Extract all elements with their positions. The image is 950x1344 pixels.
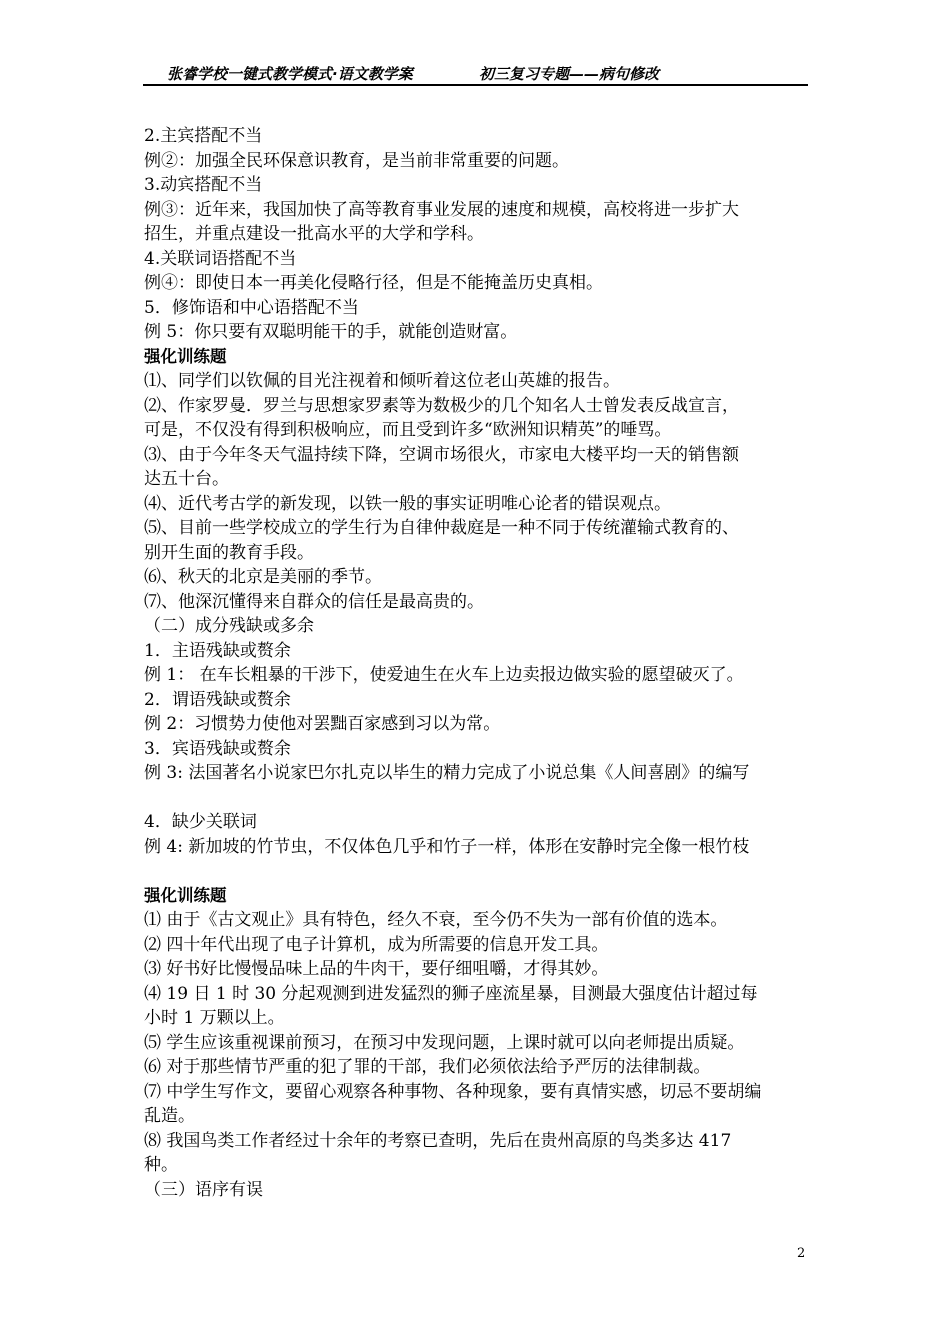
section-title: 2.主宾搭配不当 [144,126,263,146]
page-number: 2 [797,1246,806,1261]
section-title: 5．修饰语和中心语搭配不当 [144,297,359,318]
exercise-item: 种。 [144,1155,178,1175]
exercise-item: 别开生面的教育手段。 [144,542,314,563]
exercise-item: ⑷ 19 日 1 时 30 分起观测到进发猛烈的狮子座流星暴，目测最大强度估计超过每 [144,983,758,1004]
example-line: 例 5：你只要有双聪明能干的手，就能创造财富。 [144,322,518,342]
example-line: 招生，并重点建设一批高水平的大学和学科。 [144,224,484,244]
section-title: 2．谓语残缺或赘余 [144,689,291,710]
exercise-item: ⑷、近代考古学的新发现，以铁一般的事实证明唯心论者的错误观点。 [144,493,671,514]
section-title: 4．缺少关联词 [144,812,257,832]
exercise-item: ⑺、他深沉懂得来自群众的信任是最高贵的。 [144,591,484,612]
section-title: 3.动宾搭配不当 [144,175,263,195]
section-title: （三）语序有误 [144,1179,263,1200]
example-line: 例 3: 法国著名小说家巴尔扎克以毕生的精力完成了小说总集《人间喜剧》的编写 [144,763,750,783]
exercise-item: 小时 1 万颗以上。 [144,1008,285,1028]
exercise-item: ⑴、同学们以钦佩的目光注视着和倾听着这位老山英雄的报告。 [144,371,620,391]
exercise-item: ⑹ 对于那些情节严重的犯了罪的干部，我们必须依法给予严厉的法律制裁。 [144,1057,711,1077]
exercise-item: ⑻ 我国鸟类工作者经过十余年的考察已查明，先后在贵州高原的鸟类多达 417 [144,1130,732,1151]
section-title: 1．主语残缺或赘余 [144,640,291,661]
blank-line [144,786,809,811]
exercise-item: 可是，不仅没有得到积极响应，而且受到许多“欧洲知识精英”的唾骂。 [144,420,672,440]
exercise-heading: 强化训练题 [144,346,227,366]
exercise-item: ⑹、秋天的北京是美丽的季节。 [144,567,382,587]
example-line: 例②：加强全民环保意识教育，是当前非常重要的问题。 [144,150,569,171]
exercise-item: ⑶、由于今年冬天气温持续下降，空调市场很火，市家电大楼平均一天的销售额 [144,444,739,465]
example-line: 例④：即使日本一再美化侵略行径，但是不能掩盖历史真相。 [144,273,603,293]
exercise-item: ⑵ 四十年代出现了电子计算机，成为所需要的信息开发工具。 [144,934,609,955]
example-line: 例③：近年来，我国加快了高等教育事业发展的速度和规模，高校将进一步扩大 [144,199,739,220]
exercise-item: ⑸、目前一些学校成立的学生行为自律仲裁庭是一种不同于传统灌输式教育的、 [144,518,739,538]
exercise-item: ⑶ 好书好比慢慢品味上品的牛肉干，要仔细咀嚼，才得其妙。 [144,959,609,979]
exercise-item: ⑺ 中学生写作文，要留心观察各种事物、各种现象，要有真情实感，切忌不要胡编 [144,1081,762,1102]
example-line: 例 4: 新加坡的竹节虫，不仅体色几乎和竹子一样，体形在安静时完全像一根竹枝 [144,836,750,857]
blank-line [144,859,809,884]
section-title: 3．宾语残缺或赘余 [144,738,291,759]
header-topic-title: 初三复习专题——病句修改 [479,65,660,83]
page-header [143,62,808,86]
section-title: （二）成分残缺或多余 [144,616,314,636]
exercise-item: ⑵、作家罗曼．罗兰与思想家罗素等为数极少的几个知名人士曾发表反战宣言， [144,395,739,416]
document-body [144,124,809,1202]
exercise-item: ⑴ 由于《古文观止》具有特色，经久不衰，至今仍不失为一部有价值的选本。 [144,910,728,930]
example-line: 例 1： 在车长粗暴的干涉下，使爱迪生在火车上边卖报边做实验的愿望破灭了。 [144,665,744,685]
header-school-title: 张睿学校一键式教学模式·语文教学案 [167,65,413,83]
example-line: 例 2：习惯势力使他对罢黜百家感到习以为常。 [144,714,501,734]
section-title: 4.关联词语搭配不当 [144,248,297,269]
exercise-item: ⑸ 学生应该重视课前预习，在预习中发现问题，上课时就可以向老师提出质疑。 [144,1032,745,1053]
exercise-item: 达五十台。 [144,469,229,489]
exercise-heading: 强化训练题 [144,885,227,905]
exercise-item: 乱造。 [144,1106,195,1126]
